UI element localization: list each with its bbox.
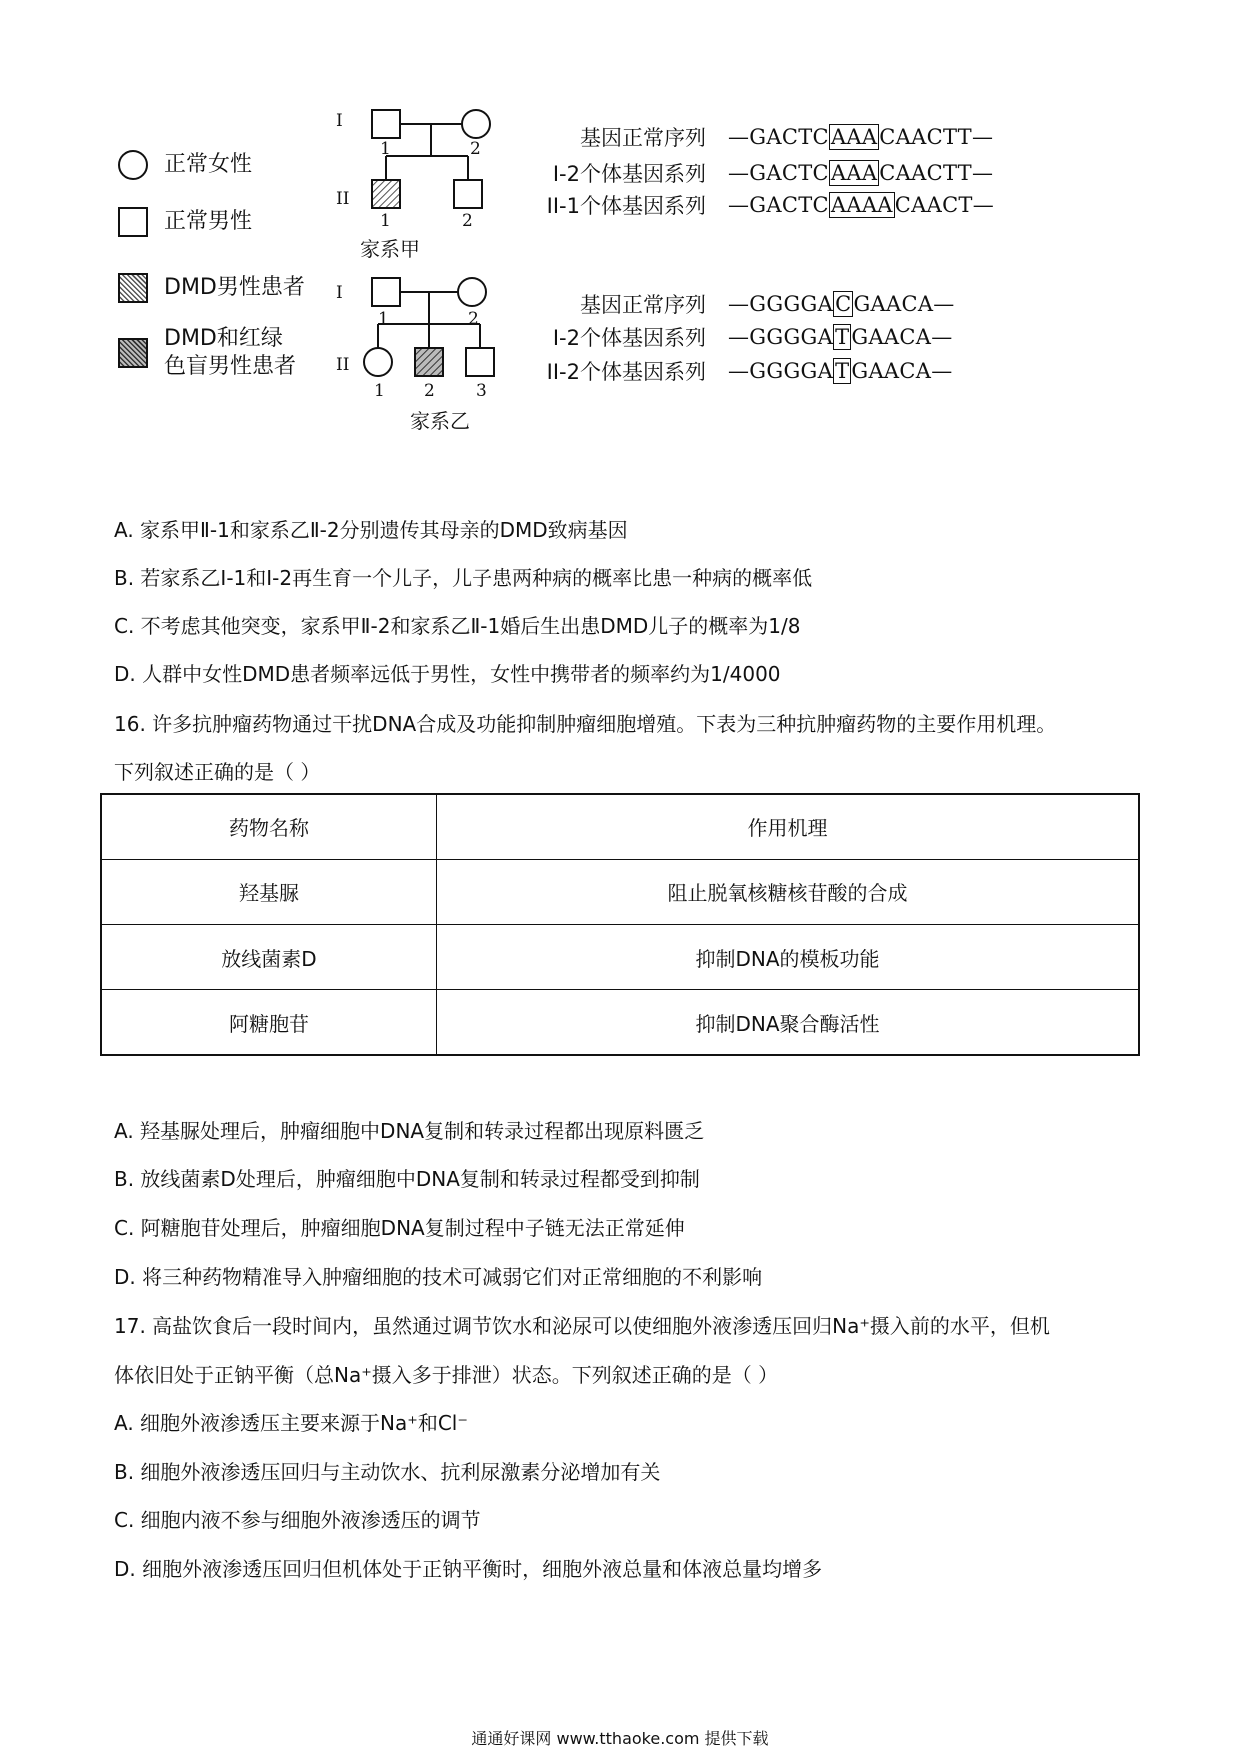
q17-option-b: B. 细胞外液渗透压回归与主动饮水、抗利尿激素分泌增加有关 [114,1460,661,1484]
table-row [101,990,1139,1055]
sequence-text: —GACTCAAACAACTT— [728,161,994,185]
normal-male-symbol-icon [118,207,148,237]
q15-option-d: D. 人群中女性DMD患者频率远低于男性，女性中携带者的频率约为1/4000 [114,662,781,686]
table-cell: 阻止脱氧核糖核苷酸的合成 [437,859,1140,924]
legend-normal-female [118,150,252,180]
sequence-highlight-box: T [835,359,850,383]
pedigree-a-ii1-number: 1 [380,211,391,231]
sequence-highlight-box: AAA [830,161,878,185]
sequence-row [516,356,953,386]
sequence-highlight-box: C [835,292,852,316]
table-cell: 羟基脲 [101,859,437,924]
pedigree-b-ii1-female [364,348,392,376]
pedigree-a-ii2-male [454,180,482,208]
q17-stem-line2: 体依旧处于正钠平衡（总Na⁺摄入多于排泄）状态。下列叙述正确的是（ ） [114,1363,779,1387]
sequence-label: I-2个体基因系列 [552,162,706,186]
pedigree-a-ii1-dmd-male [372,180,400,208]
table-row [101,925,1139,990]
table-cell: 阿糖胞苷 [101,990,437,1055]
table-row [101,859,1139,924]
legend-label-line2: 色盲男性患者 [164,354,297,379]
pedigree-diagrams [320,96,510,446]
sequence-label: 基因正常序列 [580,126,706,150]
sequence-row [516,158,993,188]
pedigree-b-ii2-number: 2 [424,381,435,401]
sequence-highlight-box: AAAA [830,193,893,217]
sequence-row [516,289,955,319]
sequence-text: —GGGGATGAACA— [728,359,953,383]
pedigree-b-caption: 家系乙 [410,409,470,433]
q16-option-d: D. 将三种药物精准导入肿瘤细胞的技术可减弱它们对正常细胞的不利影响 [114,1265,763,1289]
dmd-colorblind-male-symbol-icon [118,338,148,368]
q16-stem-line2: 下列叙述正确的是（ ） [114,760,321,784]
generation-label-2: II [336,355,350,375]
pedigree-b-i2-female [458,278,486,306]
pedigree-a-i1-male [372,110,400,138]
pedigree-a [336,110,490,261]
sequence-row [516,322,953,352]
legend-label: DMD男性患者 [164,275,305,300]
table-header-cell: 作用机理 [437,794,1140,859]
legend-label: 正常女性 [164,152,253,177]
legend-label: 正常男性 [164,209,253,234]
q15-option-a: A. 家系甲Ⅱ-1和家系乙Ⅱ-2分别遗传其母亲的DMD致病基因 [114,518,628,542]
q17-option-a: A. 细胞外液渗透压主要来源于Na⁺和Cl⁻ [114,1411,468,1435]
sequence-text: —GACTCAAAACAACT— [728,193,995,217]
q16-option-b: B. 放线菌素D处理后，肿瘤细胞中DNA复制和转录过程都受到抑制 [114,1167,700,1191]
q15-option-b: B. 若家系乙Ⅰ-1和Ⅰ-2再生育一个儿子，儿子患两种病的概率比患一种病的概率低 [114,566,813,590]
pedigree-b-ii3-number: 3 [476,381,487,401]
sequence-row [516,122,993,152]
sequence-label: 基因正常序列 [580,293,706,317]
q16-option-c: C. 阿糖胞苷处理后，肿瘤细胞DNA复制过程中子链无法正常延伸 [114,1216,685,1240]
normal-female-symbol-icon [118,150,148,180]
legend-normal-male [118,207,252,237]
legend-dmd-male [118,273,305,303]
q17-stem-line1: 17. 高盐饮食后一段时间内，虽然通过调节饮水和泌尿可以使细胞外液渗透压回归Na⁺摄入前的水平，但机 [114,1314,1050,1338]
page-footer: 通通好课网 www.tthaoke.com 提供下载 [471,1729,769,1748]
q15-option-c: C. 不考虑其他突变，家系甲Ⅱ-2和家系乙Ⅱ-1婚后生出患DMD儿子的概率为1/8 [114,614,801,638]
q17-option-d: D. 细胞外液渗透压回归但机体处于正钠平衡时，细胞外液总量和体液总量均增多 [114,1557,823,1581]
pedigree-b-i1-male [372,278,400,306]
q17-option-c: C. 细胞内液不参与细胞外液渗透压的调节 [114,1508,481,1532]
sequence-highlight-box: T [835,325,850,349]
table-cell: 放线菌素D [101,925,437,990]
table-header-cell: 药物名称 [101,794,437,859]
pedigree-b [336,278,494,433]
dmd-male-symbol-icon [118,273,148,303]
drug-mechanism-table [100,793,1140,1056]
sequence-label: II-2个体基因系列 [546,360,706,384]
pedigree-b-i1-number: 1 [378,309,389,329]
q16-option-a: A. 羟基脲处理后，肿瘤细胞中DNA复制和转录过程都出现原料匮乏 [114,1119,705,1143]
table-header-row [101,794,1139,859]
generation-label-1: I [336,111,343,131]
table-cell: 抑制DNA聚合酶活性 [437,990,1140,1055]
sequence-highlight-box: AAA [830,125,878,149]
sequence-label: I-2个体基因系列 [552,326,706,350]
pedigree-a-i1-number: 1 [380,139,391,159]
pedigree-a-caption: 家系甲 [360,237,420,261]
sequence-text: —GGGGATGAACA— [728,325,953,349]
pedigree-b-ii1-number: 1 [374,381,385,401]
pedigree-a-i2-number: 2 [470,139,481,159]
pedigree-b-ii3-male [466,348,494,376]
pedigree-b-ii2-dmd-colorblind-male [415,348,443,376]
legend-dmd-colorblind-male [118,325,296,381]
legend-label [164,325,296,381]
generation-label-1: I [336,283,343,303]
sequence-label: II-1个体基因系列 [546,194,706,218]
sequence-text: —GGGGACGAACA— [728,292,955,316]
pedigree-b-i2-number: 2 [468,309,479,329]
legend-label-line1: DMD和红绿 [164,326,283,351]
generation-label-2: II [336,189,350,209]
pedigree-a-i2-female [462,110,490,138]
q16-stem-line1: 16. 许多抗肿瘤药物通过干扰DNA合成及功能抑制肿瘤细胞增殖。下表为三种抗肿瘤药物的主要作用机理。 [114,712,1057,736]
sequence-text: —GACTCAAACAACTT— [728,125,994,149]
pedigree-a-ii2-number: 2 [462,211,473,231]
sequence-row [516,190,994,220]
table-cell: 抑制DNA的模板功能 [437,925,1140,990]
